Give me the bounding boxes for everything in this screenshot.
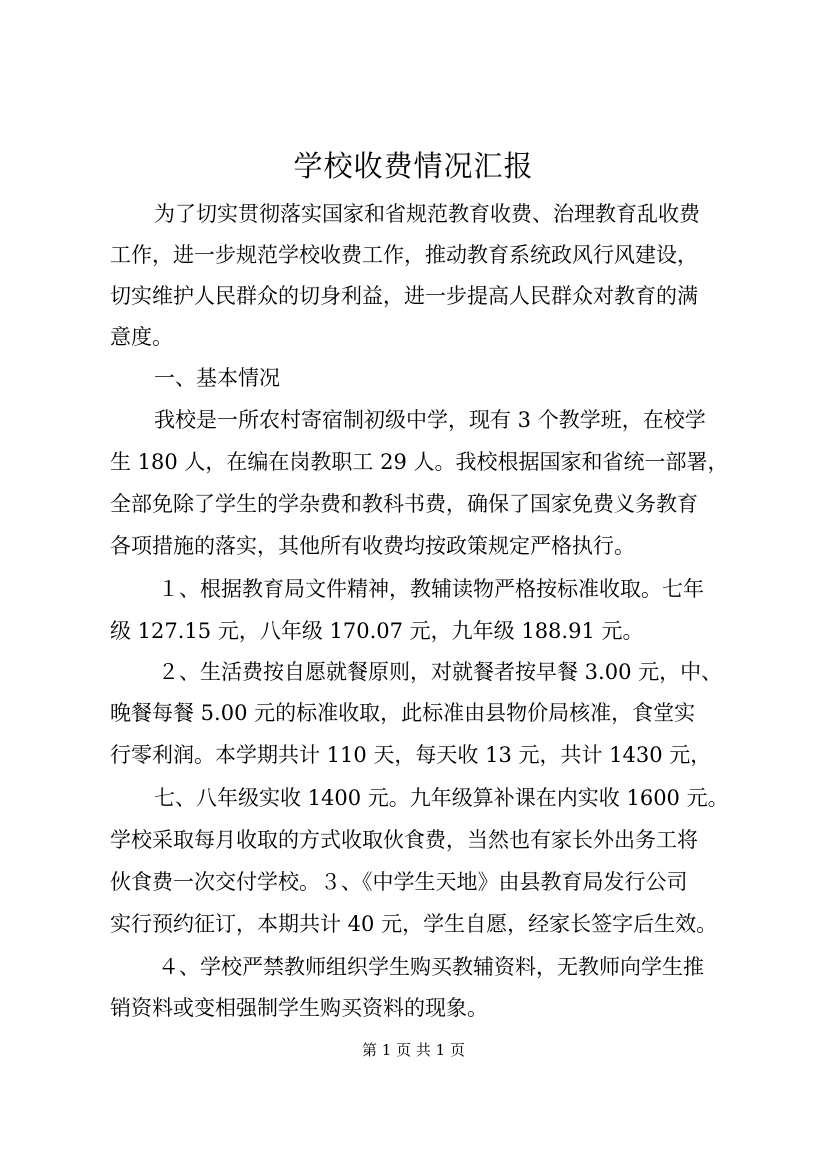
body-line: 生 180 人，在编在岗教职工 29 人。我校根据国家和省统一部署， [110,450,729,474]
page-footer [0,1040,827,1060]
body-line: ２、生活费按自愿就餐原则，对就餐者按早餐 3.00 元，中、 [158,660,723,684]
body-line: 行零利润。本学期共计 110 天，每天收 13 元，共计 1430 元， [110,743,712,767]
body-line: 晚餐每餐 5.00 元的标准收取，此标准由县物价局核准，食堂实 [110,701,696,725]
body-line: 全部免除了学生的学杂费和教科书费，确保了国家免费义务教育 [110,492,698,516]
body-line: 意度。 [110,325,173,349]
body-line: ４、学校严禁教师组织学生购买教辅资料，无教师向学生推 [158,955,704,979]
body-line: 我校是一所农村寄宿制初级中学，现有 3 个教学班，在校学 [154,408,706,432]
body-line: 实行预约征订，本期共计 40 元，学生自愿，经家长签字后生效。 [110,912,718,936]
body-line: 学校采取每月收取的方式收取伙食费，当然也有家长外出务工将 [110,828,698,852]
body-line: 七、八年级实收 1400 元。九年级算补课在内实收 1600 元。 [154,786,729,810]
body-line: 切实维护人民群众的切身利益，进一步提高人民群众对教育的满 [110,284,698,308]
document-title: 学校收费情况汇报 [293,149,534,183]
body-line: 各项措施的落实，其他所有收费均按政策规定严格执行。 [110,534,635,558]
body-line: 为了切实贯彻落实国家和省规范教育收费、治理教育乱收费 [154,202,700,226]
body-line: 伙食费一次交付学校。３、《中学生天地》由县教育局发行公司 [110,870,688,894]
body-line: １、根据教育局文件精神，教辅读物严格按标准收取。七年 [158,577,704,601]
page-number: 第 1 页 共 1 页 [362,1041,465,1059]
body-line: 级 127.15 元，八年级 170.07 元，九年级 188.91 元。 [110,619,644,643]
body-line: 工作，进一步规范学校收费工作，推动教育系统政风行风建设， [110,243,698,267]
section-heading: 一、基本情况 [154,366,280,390]
body-line: 销资料或变相强制学生购买资料的现象。 [110,996,488,1020]
